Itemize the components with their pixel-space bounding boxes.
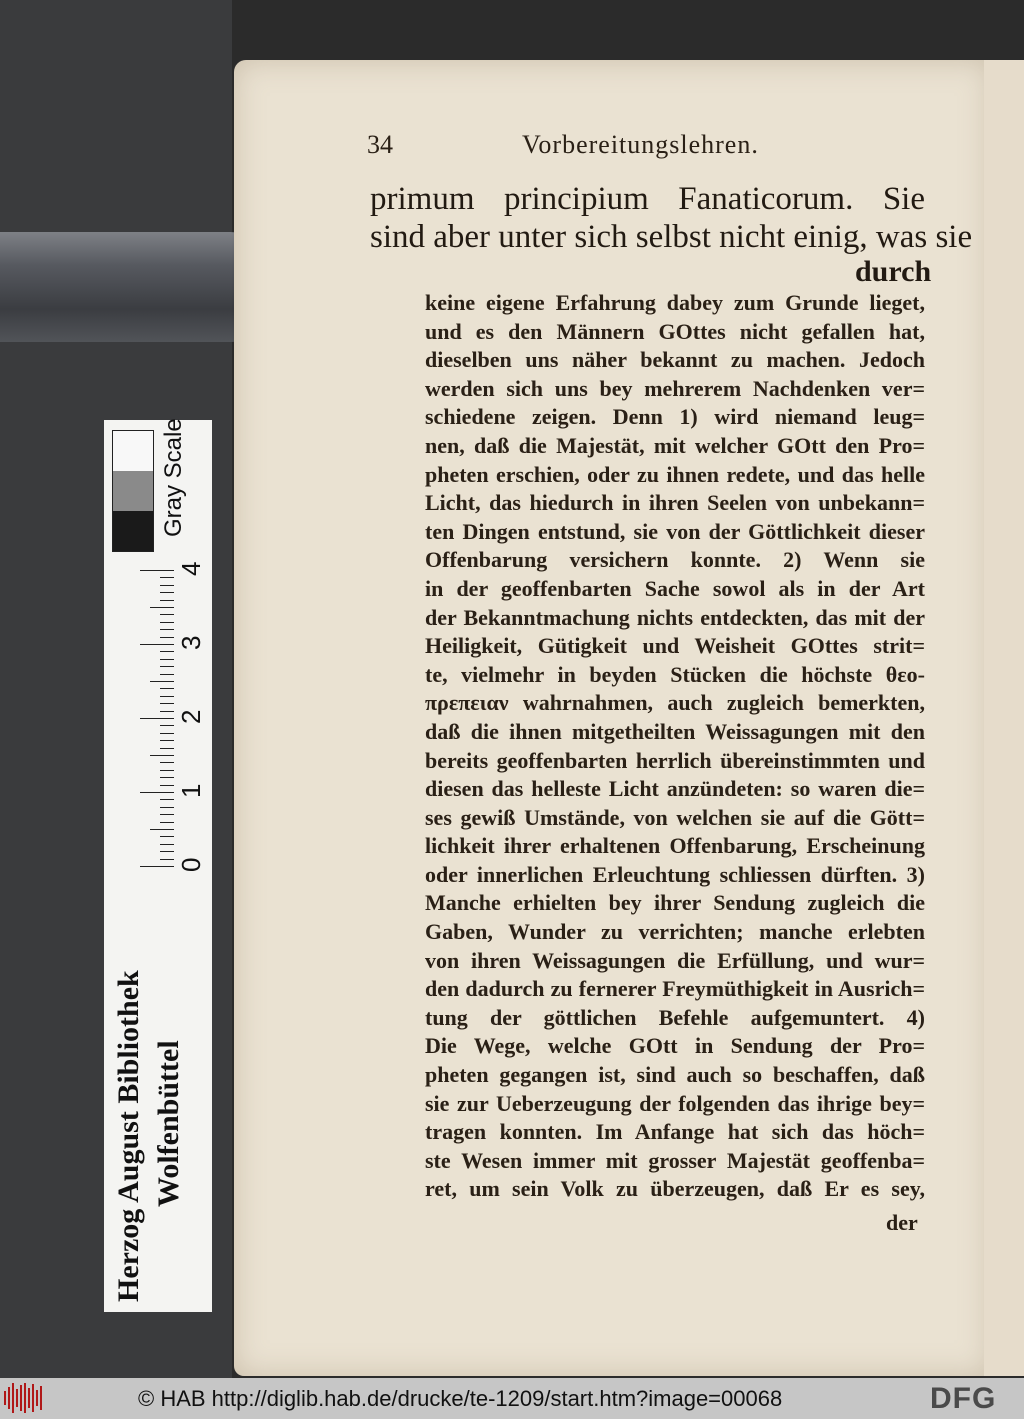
ruler-number: 0 (176, 857, 206, 872)
library-city: Wolfenbüttel (152, 1040, 185, 1207)
ruler-tick (150, 681, 174, 682)
text-line: tragen konnten. Im Anfange hat sich das höch= (425, 1119, 925, 1145)
footer-bar (0, 1378, 1024, 1419)
ruler-tick (160, 577, 174, 578)
text-line: Offenbarung versichern konnte. 2) Wenn sie (425, 547, 925, 573)
ruler-tick (140, 644, 174, 645)
text-line: πρεπειαν wahrnahmen, auch zugleich bemerkten, (425, 690, 925, 716)
running-head: Vorbereitungslehren. (522, 130, 759, 159)
text-line: sie zur Ueberzeugung der folgenden das ihrige bey= (425, 1090, 925, 1116)
text-line: schiedene zeigen. Denn 1) wird niemand leug= (425, 404, 925, 430)
ruler-tick (160, 666, 174, 667)
copyright-url[interactable]: © HAB http://diglib.hab.de/drucke/te-1209/start.htm?image=00068 (138, 1386, 783, 1411)
text-line: pheten gegangen ist, sind auch so beschaffen, daß (425, 1062, 925, 1088)
text-line: ste Wesen immer mit grosser Majestät geoffenba= (425, 1147, 925, 1173)
text-line: den dadurch zu fernerer Freymüthigkeit in Ausrich= (425, 976, 925, 1002)
text-line: werden sich uns bey mehrerem Nachdenken ver= (425, 375, 925, 401)
gray-scale-ruler (104, 420, 212, 1312)
ruler-number: 2 (176, 709, 206, 724)
ruler-tick (160, 600, 174, 601)
ruler-tick (160, 807, 174, 808)
ruler-tick (160, 703, 174, 704)
text-line: von ihren Weissagungen die Erfüllung, und wur= (425, 947, 925, 973)
ruler-tick (160, 799, 174, 800)
gray-swatches (112, 430, 154, 552)
text-line: der Bekanntmachung nichts entdeckten, das mit der (425, 604, 925, 630)
facing-page-edge (984, 60, 1024, 1376)
text-line: ret, um sein Volk zu überzeugen, daß Er es sey, (425, 1176, 925, 1202)
ruler-tick (160, 585, 174, 586)
ruler-tick (140, 570, 174, 571)
text-line: diesen das helleste Licht anzündeten: so waren die= (425, 776, 925, 802)
text-line: ses gewiß Umstände, von welchen sie auf die Gött= (425, 804, 925, 830)
ruler-tick (160, 659, 174, 660)
page-holder-clip (0, 232, 270, 342)
ruler-tick (140, 718, 174, 719)
body-text (425, 289, 925, 1204)
ruler-tick (160, 622, 174, 623)
logo-bar (16, 1389, 18, 1407)
ruler-tick (150, 607, 174, 608)
text-line: keine eigene Erfahrung dabey zum Grunde lieget, (425, 290, 925, 315)
ruler-tick (160, 696, 174, 697)
text-line: ten Dingen entstund, sie von der Göttlichkeit dieser (425, 518, 925, 544)
dfg-logo: DFG (930, 1382, 997, 1415)
ruler-tick (160, 614, 174, 615)
ruler-tick (160, 733, 174, 734)
ruler-number: 4 (176, 561, 206, 576)
text-line: dieselben uns näher bekannt zu machen. Jedoch (425, 347, 925, 373)
text-line: lichkeit ihrer erhaltenen Offenbarung, Erscheinung (425, 833, 925, 859)
text-line-large: sind aber unter sich selbst nicht einig, was sie (370, 219, 973, 255)
text-line: Gaben, Wunder zu verrichten; manche erlebten (425, 919, 925, 945)
ruler-tick (160, 785, 174, 786)
page-number: 34 (367, 130, 393, 159)
text-line: Licht, das hiedurch in ihren Seelen von unbekann= (425, 490, 925, 516)
ruler-tick (160, 629, 174, 630)
ruler-tick (160, 637, 174, 638)
ruler-tick (140, 792, 174, 793)
ruler-number: 1 (176, 783, 206, 798)
catchword: der (886, 1210, 918, 1235)
ruler-tick (160, 762, 174, 763)
library-name: Herzog August Bibliothek (112, 970, 145, 1302)
text-line: bereits geoffenbarten herrlich übereinstimmten und (425, 747, 925, 773)
gray-scale-label: Gray Scale (160, 418, 187, 537)
ruler-tick (160, 851, 174, 852)
text-line: daß die ihnen mitgetheilten Weissagungen mit den (425, 718, 925, 744)
text-line: in der geoffenbarten Sache sowol als in der Art (425, 575, 925, 601)
ruler-tick (150, 829, 174, 830)
logo-bar (20, 1385, 22, 1411)
logo-bar (8, 1387, 10, 1409)
text-line: Die Wege, welche GOtt in Sendung der Pro= (425, 1033, 925, 1059)
ruler-tick (160, 777, 174, 778)
text-line: nen, daß die Majestät, mit welcher GOtt den Pro= (425, 432, 925, 458)
ruler-tick (140, 866, 174, 867)
text-line: oder innerlichen Erleuchtung schliessen dürften. 3) (425, 861, 925, 887)
ruler-tick (160, 711, 174, 712)
text-line: Heiligkeit, Gütigkeit und Weisheit GOttes strit= (425, 633, 925, 659)
text-line: te, vielmehr in beyden Stücken die höchste θεο- (425, 661, 925, 687)
ruler-tick (160, 859, 174, 860)
ruler-tick (150, 755, 174, 756)
text-line: pheten erschien, oder zu ihnen redete, und das helle (425, 461, 925, 487)
ruler-tick (160, 592, 174, 593)
catchword-large: durch (855, 255, 932, 288)
ruler-tick (160, 814, 174, 815)
ruler-tick (160, 844, 174, 845)
ruler-tick (160, 770, 174, 771)
logo-bar (32, 1384, 34, 1412)
text-line: tung der göttlichen Befehle aufgemuntert. 4) (425, 1004, 925, 1030)
page-header (367, 130, 787, 164)
ruler-tick (160, 651, 174, 652)
ruler-ticks (138, 537, 174, 867)
logo-bar (24, 1383, 26, 1413)
ruler-tick (160, 740, 174, 741)
logo-bar (40, 1386, 42, 1410)
logo-bar (12, 1383, 14, 1413)
ruler-tick (160, 748, 174, 749)
ruler-tick (160, 725, 174, 726)
ruler-tick (160, 674, 174, 675)
logo-bar (36, 1390, 38, 1406)
ruler-tick (160, 822, 174, 823)
hab-logo-icon (4, 1383, 42, 1413)
logo-bar (4, 1391, 6, 1405)
text-line-large: primum principium Fanaticorum. Sie (370, 181, 925, 217)
ruler-tick (160, 836, 174, 837)
ruler-tick (160, 688, 174, 689)
ruler-number: 3 (176, 635, 206, 650)
text-line: und es den Männern GOttes nicht gefallen hat, (425, 318, 925, 344)
text-line: Manche erhielten bey ihrer Sendung zugleich die (425, 890, 925, 916)
logo-bar (28, 1388, 30, 1408)
